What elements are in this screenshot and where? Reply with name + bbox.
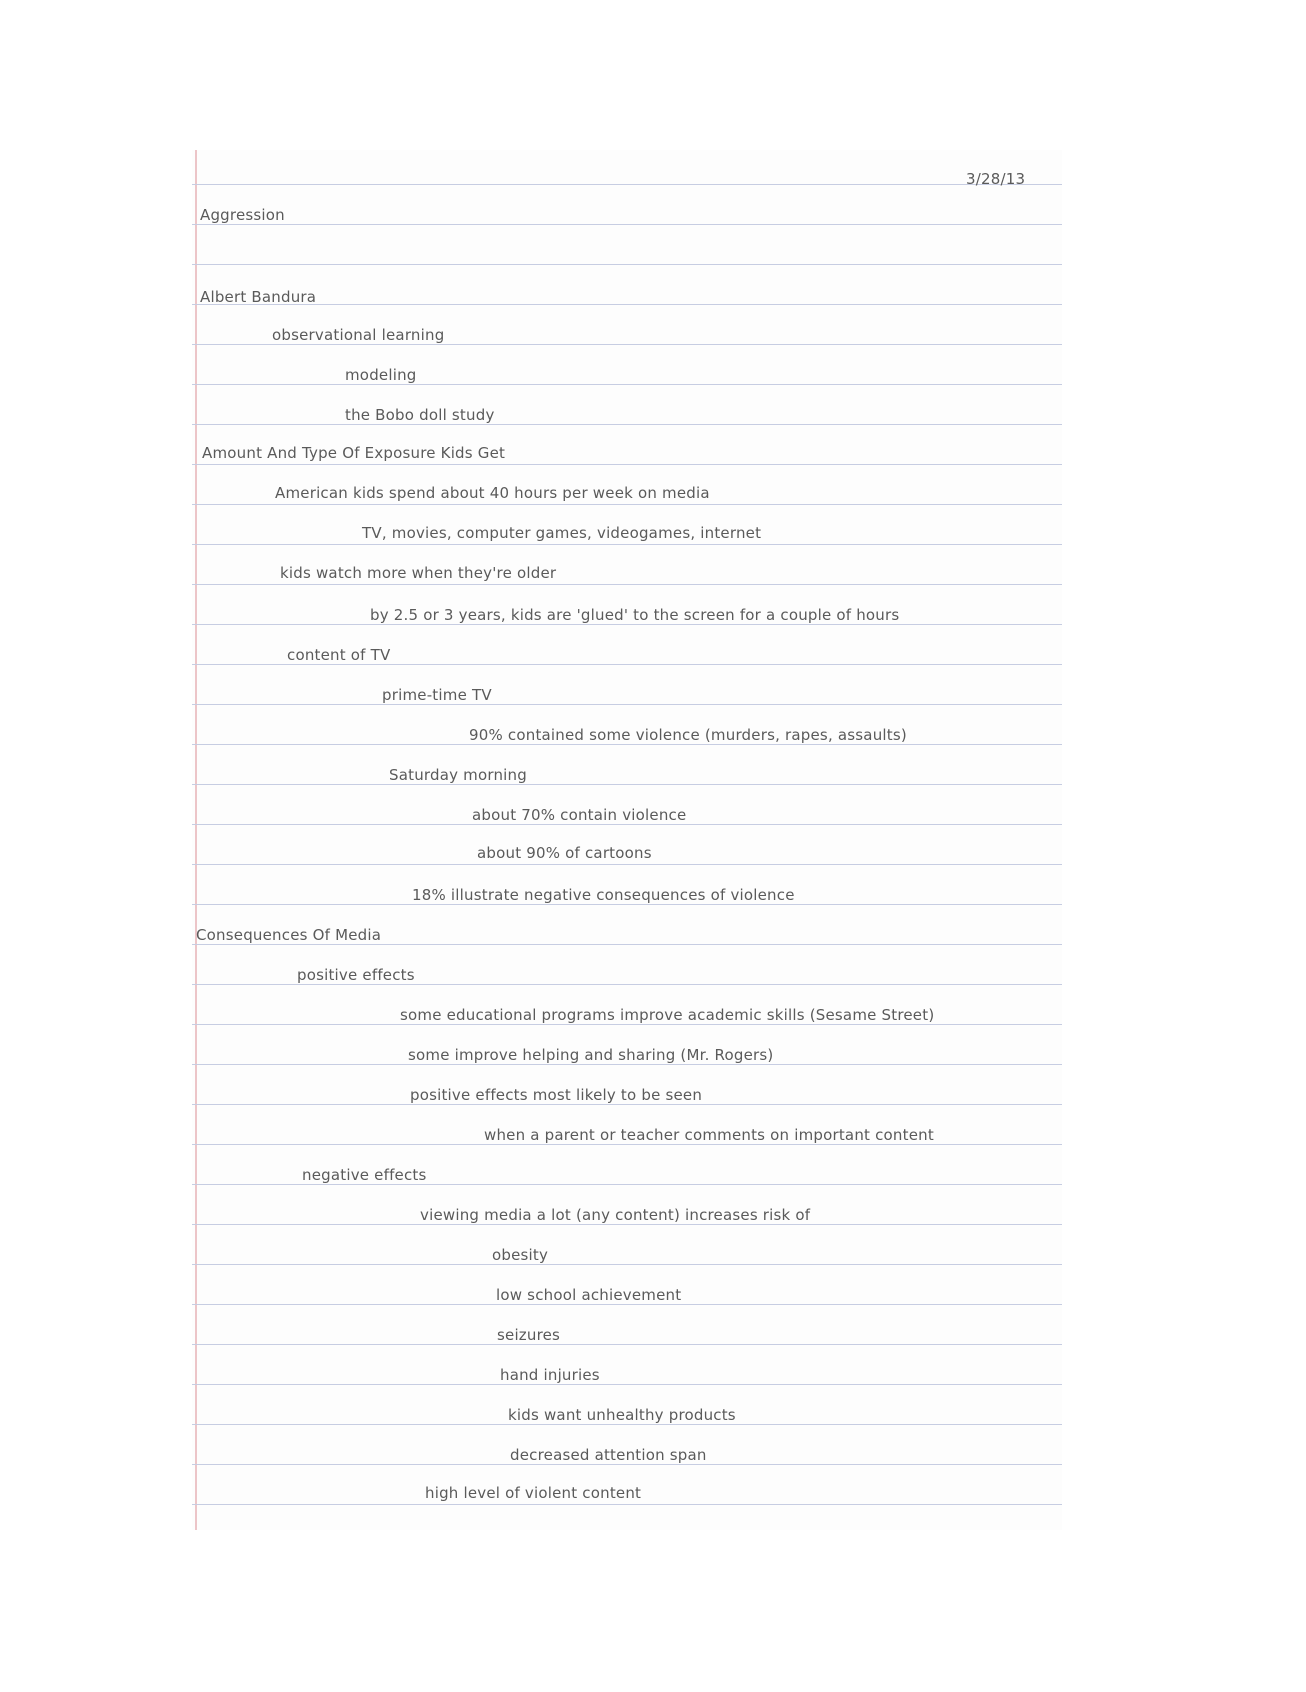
note-line: some educational programs improve academic skills (Sesame Street) [400,1006,935,1024]
note-line: about 90% of cartoons [477,844,652,862]
note-line: low school achievement [496,1286,682,1304]
note-line: seizures [497,1326,561,1344]
ruled-line [192,1224,1062,1225]
note-line: American kids spend about 40 hours per week on media [275,484,710,502]
ruled-line [192,624,1062,625]
ruled-line [192,1344,1062,1345]
note-line: 18% illustrate negative consequences of violence [412,886,795,904]
note-line: observational learning [272,326,445,344]
ruled-line [192,944,1062,945]
ruled-line [192,1064,1062,1065]
ruled-line [192,984,1062,985]
notebook-page [192,150,1062,1530]
ruled-line [192,704,1062,705]
note-line: about 70% contain violence [472,806,687,824]
note-line: Consequences Of Media [196,926,382,944]
ruled-line [192,904,1062,905]
ruled-line [192,384,1062,385]
note-line: Albert Bandura [200,288,317,306]
note-line: some improve helping and sharing (Mr. Rogers) [408,1046,774,1064]
ruled-line [192,1024,1062,1025]
note-line: Amount And Type Of Exposure Kids Get [202,444,506,462]
note-line: hand injuries [500,1366,600,1384]
ruled-line [192,1304,1062,1305]
note-line: kids watch more when they're older [280,564,557,582]
note-title: Aggression [200,206,285,224]
note-line: high level of violent content [425,1484,642,1502]
ruled-line [192,504,1062,505]
ruled-line [192,584,1062,585]
note-line: content of TV [287,646,391,664]
note-line: when a parent or teacher comments on important content [484,1126,934,1144]
ruled-line [192,664,1062,665]
ruled-line [192,544,1062,545]
ruled-line [192,344,1062,345]
ruled-line [192,864,1062,865]
note-line: decreased attention span [510,1446,707,1464]
note-line: prime-time TV [382,686,492,704]
ruled-line [192,1384,1062,1385]
ruled-line [192,184,1062,185]
ruled-line [192,1504,1062,1505]
ruled-line [192,1424,1062,1425]
note-line: by 2.5 or 3 years, kids are 'glued' to the screen for a couple of hours [370,606,900,624]
ruled-line [192,744,1062,745]
note-line: viewing media a lot (any content) increases risk of [420,1206,811,1224]
note-date: 3/28/13 [966,170,1026,188]
note-line: obesity [492,1246,549,1264]
ruled-line [192,1464,1062,1465]
note-line: positive effects most likely to be seen [410,1086,703,1104]
ruled-line [192,1144,1062,1145]
ruled-line [192,824,1062,825]
margin-line [195,150,197,1530]
ruled-line [192,224,1062,225]
ruled-line [192,264,1062,265]
ruled-line [192,784,1062,785]
note-line: 90% contained some violence (murders, rapes, assaults) [469,726,907,744]
note-line: negative effects [302,1166,427,1184]
ruled-line [192,1184,1062,1185]
ruled-line [192,1264,1062,1265]
ruled-line [192,464,1062,465]
note-line: the Bobo doll study [345,406,495,424]
ruled-line [192,1104,1062,1105]
note-line: Saturday morning [389,766,527,784]
note-line: positive effects [297,966,415,984]
ruled-line [192,304,1062,305]
note-line: kids want unhealthy products [508,1406,736,1424]
note-line: modeling [345,366,417,384]
note-line: TV, movies, computer games, videogames, internet [362,524,762,542]
ruled-line [192,424,1062,425]
